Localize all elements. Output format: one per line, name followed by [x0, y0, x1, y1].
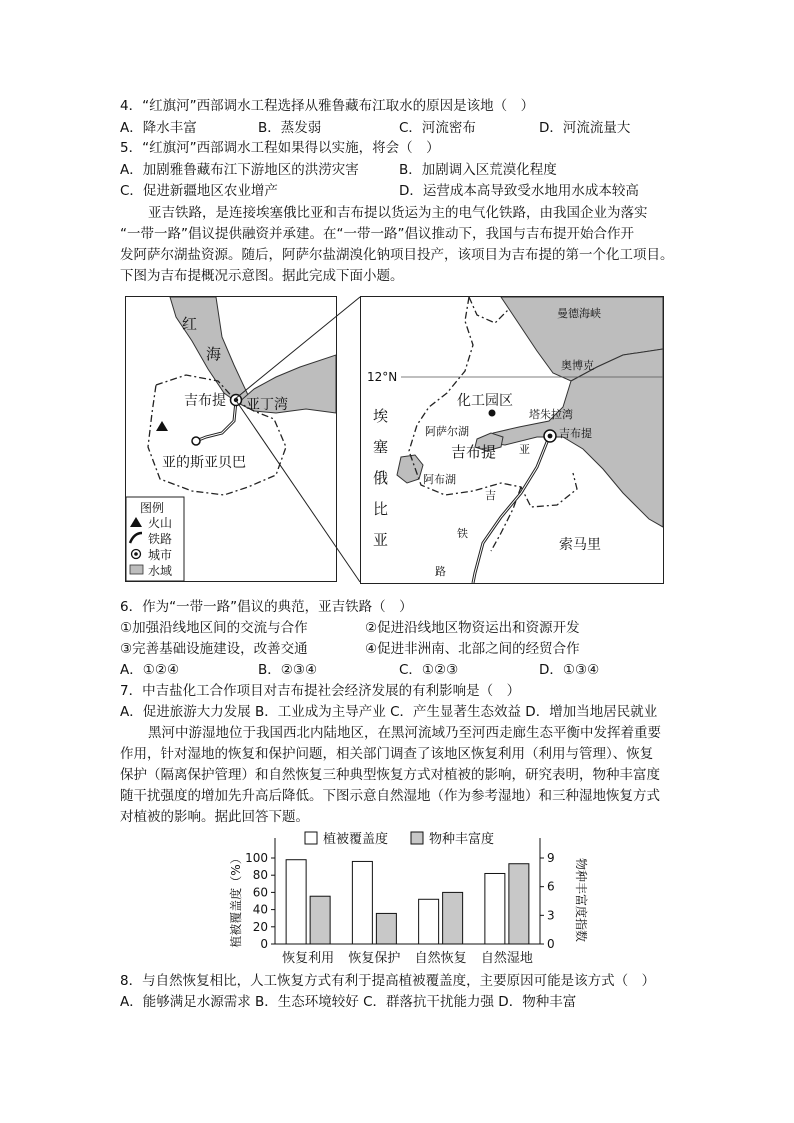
label-railway: 铁 — [457, 527, 468, 540]
y-tick-label-left: 20 — [252, 919, 268, 934]
passage2-line: 作用，针对湿地的恢复和保护问题，相关部门调查了该地区恢复利用（利用与管理）、恢复 — [120, 746, 654, 762]
label-djibouti: 吉布提 — [184, 393, 226, 409]
map-connector-lines — [235, 296, 365, 586]
passage1-line: 下图为吉布提概况示意图。据此完成下面小题。 — [120, 268, 404, 284]
q8-stem: 8．与自然恢复相比，人工恢复方式有利于提高植被覆盖度，主要原因可能是该方式（ ） — [120, 973, 656, 989]
label-tadjoura: 塔朱拉湾 — [529, 408, 573, 421]
x-category-label: 自然恢复 — [414, 951, 467, 966]
legend-city: 城市 — [148, 548, 173, 562]
legend-title: 图例 — [140, 501, 165, 515]
map-right — [360, 296, 664, 584]
q6-option-d: D．①③④ — [539, 662, 600, 678]
q5-option-d: D．运营成本高导致受水地用水成本较高 — [399, 183, 639, 199]
q6-option-a: A．①②④ — [120, 662, 180, 678]
q6-statement-4: ④促进非洲南、北部之间的经贸合作 — [365, 641, 580, 657]
volcano-marker — [156, 421, 168, 431]
passage2-line: 保护（隔离保护管理）和自然恢复三种典型恢复方式对植被的影响，研究表明，物种丰富度 — [120, 767, 660, 783]
y-tick-label-right: 3 — [547, 908, 555, 923]
passage1-line: 发阿萨尔湖盐资源。随后，阿萨尔盐湖溴化钠项目投产，该项目为吉布提的第一个化工项目。 — [120, 247, 674, 263]
label-lake-abbe: 阿布湖 — [423, 473, 456, 486]
bar-coverage-2 — [419, 899, 439, 944]
passage2-line: 黑河中游湿地位于我国西北内陆地区，在黑河流域乃至河西走廊生态平衡中发挥着重要 — [148, 725, 661, 741]
bar-chart — [225, 828, 605, 970]
q6-stem: 6．作为“一带一路”倡议的典范，亚吉铁路（ ） — [120, 599, 413, 615]
passage1-line: “一带一路”倡议提供融资并承建。在“一带一路”倡议推动下，我国与吉布提开始合作开 — [120, 226, 634, 242]
q4-option-d: D．河流流量大 — [539, 120, 631, 136]
y-tick-label-left: 40 — [252, 902, 268, 917]
y-axis-label-left: 植被覆盖度（%） — [229, 852, 243, 948]
passage1-line: 亚吉铁路，是连接埃塞俄比亚和吉布提以货运为主的电气化铁路，由我国企业为落实 — [148, 205, 648, 221]
passage2-line: 对植被的影响。据此回答下题。 — [120, 809, 309, 825]
legend-water: 水域 — [148, 564, 173, 578]
bar-richness-3 — [509, 864, 529, 944]
label-bab-el-mandeb: 曼德海峡 — [557, 307, 601, 320]
bar-richness-1 — [376, 913, 396, 944]
legend-water-icon — [130, 565, 143, 574]
q5-stem: 5．“红旗河”西部调水工程如果得以实施，将会（ ） — [120, 140, 440, 156]
label-chem-park: 化工园区 — [457, 393, 513, 409]
legend-label-coverage: 植被覆盖度 — [323, 832, 389, 847]
y-tick-label-right: 0 — [547, 937, 555, 951]
passage2-line: 随干扰强度的增加先升高后降低。下图示意自然湿地（作为参考湿地）和三种湿地恢复方式 — [120, 788, 660, 804]
legend-swatch-coverage — [305, 832, 317, 844]
y-axis-label-right: 物种丰富度指数 — [574, 857, 588, 943]
addis-marker — [192, 437, 200, 445]
q5-option-c: C．促进新疆地区农业增产 — [120, 183, 278, 199]
bar-coverage-3 — [485, 873, 505, 944]
q7-options: A．促进旅游大力发展 B．工业成为主导产业 C．产生显著生态效益 D．增加当地居民就业 — [120, 704, 658, 720]
bar-coverage-1 — [352, 861, 372, 944]
label-obock: 奥博克 — [561, 359, 594, 372]
bar-coverage-0 — [286, 860, 306, 944]
label-red-sea-1: 红 — [182, 315, 198, 333]
label-djibouti-country: 吉布提 — [451, 443, 497, 461]
x-category-label: 恢复保护 — [348, 951, 401, 966]
q8-options: A．能够满足水源需求 B．生态环境较好 C．群落抗干扰能力强 D．物种丰富 — [120, 994, 577, 1010]
y-tick-label-right: 9 — [547, 851, 555, 865]
label-somalia: 索马里 — [559, 537, 601, 553]
label-latitude: 12°N — [367, 370, 398, 384]
q6-option-b: B．②③④ — [258, 662, 318, 678]
y-tick-label-left: 80 — [252, 868, 268, 883]
q4-option-c: C．河流密布 — [399, 120, 476, 136]
label-red-sea-2: 海 — [206, 345, 222, 363]
label-addis-ababa: 亚的斯亚贝巴 — [162, 455, 246, 471]
q7-stem: 7．中吉盐化工合作项目对吉布提社会经济发展的有利影响是（ ） — [120, 683, 521, 699]
label-ethiopia: 埃 — [373, 407, 389, 425]
q4-option-b: B．蒸发弱 — [258, 120, 322, 136]
x-category-label: 恢复利用 — [282, 951, 335, 966]
q6-statement-1: ①加强沿线地区间的交流与合作 — [120, 620, 308, 636]
label-lake-assal: 阿萨尔湖 — [425, 425, 469, 438]
label-ethiopia: 塞 — [373, 438, 389, 456]
label-gulf-aden: 亚丁湾 — [246, 397, 288, 413]
y-tick-label-right: 6 — [547, 879, 555, 894]
q6-statement-3: ③完善基础设施建设，改善交通 — [120, 641, 308, 657]
y-tick-label-left: 0 — [260, 937, 268, 951]
label-ethiopia: 比 — [373, 500, 389, 518]
q6-statement-2: ②促进沿线地区物资运出和资源开发 — [365, 620, 580, 636]
chem-park-marker — [489, 410, 496, 417]
legend-railway: 铁路 — [148, 532, 173, 546]
q4-option-a: A．降水丰富 — [120, 120, 197, 136]
bar-richness-0 — [310, 896, 330, 944]
y-tick-label-left: 100 — [245, 851, 268, 865]
label-ethiopia: 俄 — [373, 469, 389, 487]
q6-option-c: C．①②③ — [399, 662, 459, 678]
q4-stem: 4．“红旗河”西部调水工程选择从雅鲁藏布江取水的原因是该地（ ） — [120, 98, 535, 114]
label-railway: 亚 — [519, 443, 530, 456]
legend-swatch-richness — [411, 832, 423, 844]
x-category-label: 自然湿地 — [480, 951, 533, 966]
legend-label-richness: 物种丰富度 — [429, 832, 495, 847]
map-right-svg — [361, 297, 663, 583]
q5-option-b: B．加剧调入区荒漠化程度 — [399, 162, 557, 178]
label-djibouti-city: 吉布提 — [559, 427, 592, 440]
label-railway: 路 — [435, 565, 446, 578]
legend-volcano: 火山 — [148, 516, 173, 530]
label-ethiopia: 亚 — [373, 531, 389, 549]
y-tick-label-left: 60 — [252, 885, 268, 900]
q5-option-a: A．加剧雅鲁藏布江下游地区的洪涝灾害 — [120, 162, 359, 178]
label-railway: 吉 — [485, 489, 496, 502]
bar-richness-2 — [443, 892, 463, 944]
